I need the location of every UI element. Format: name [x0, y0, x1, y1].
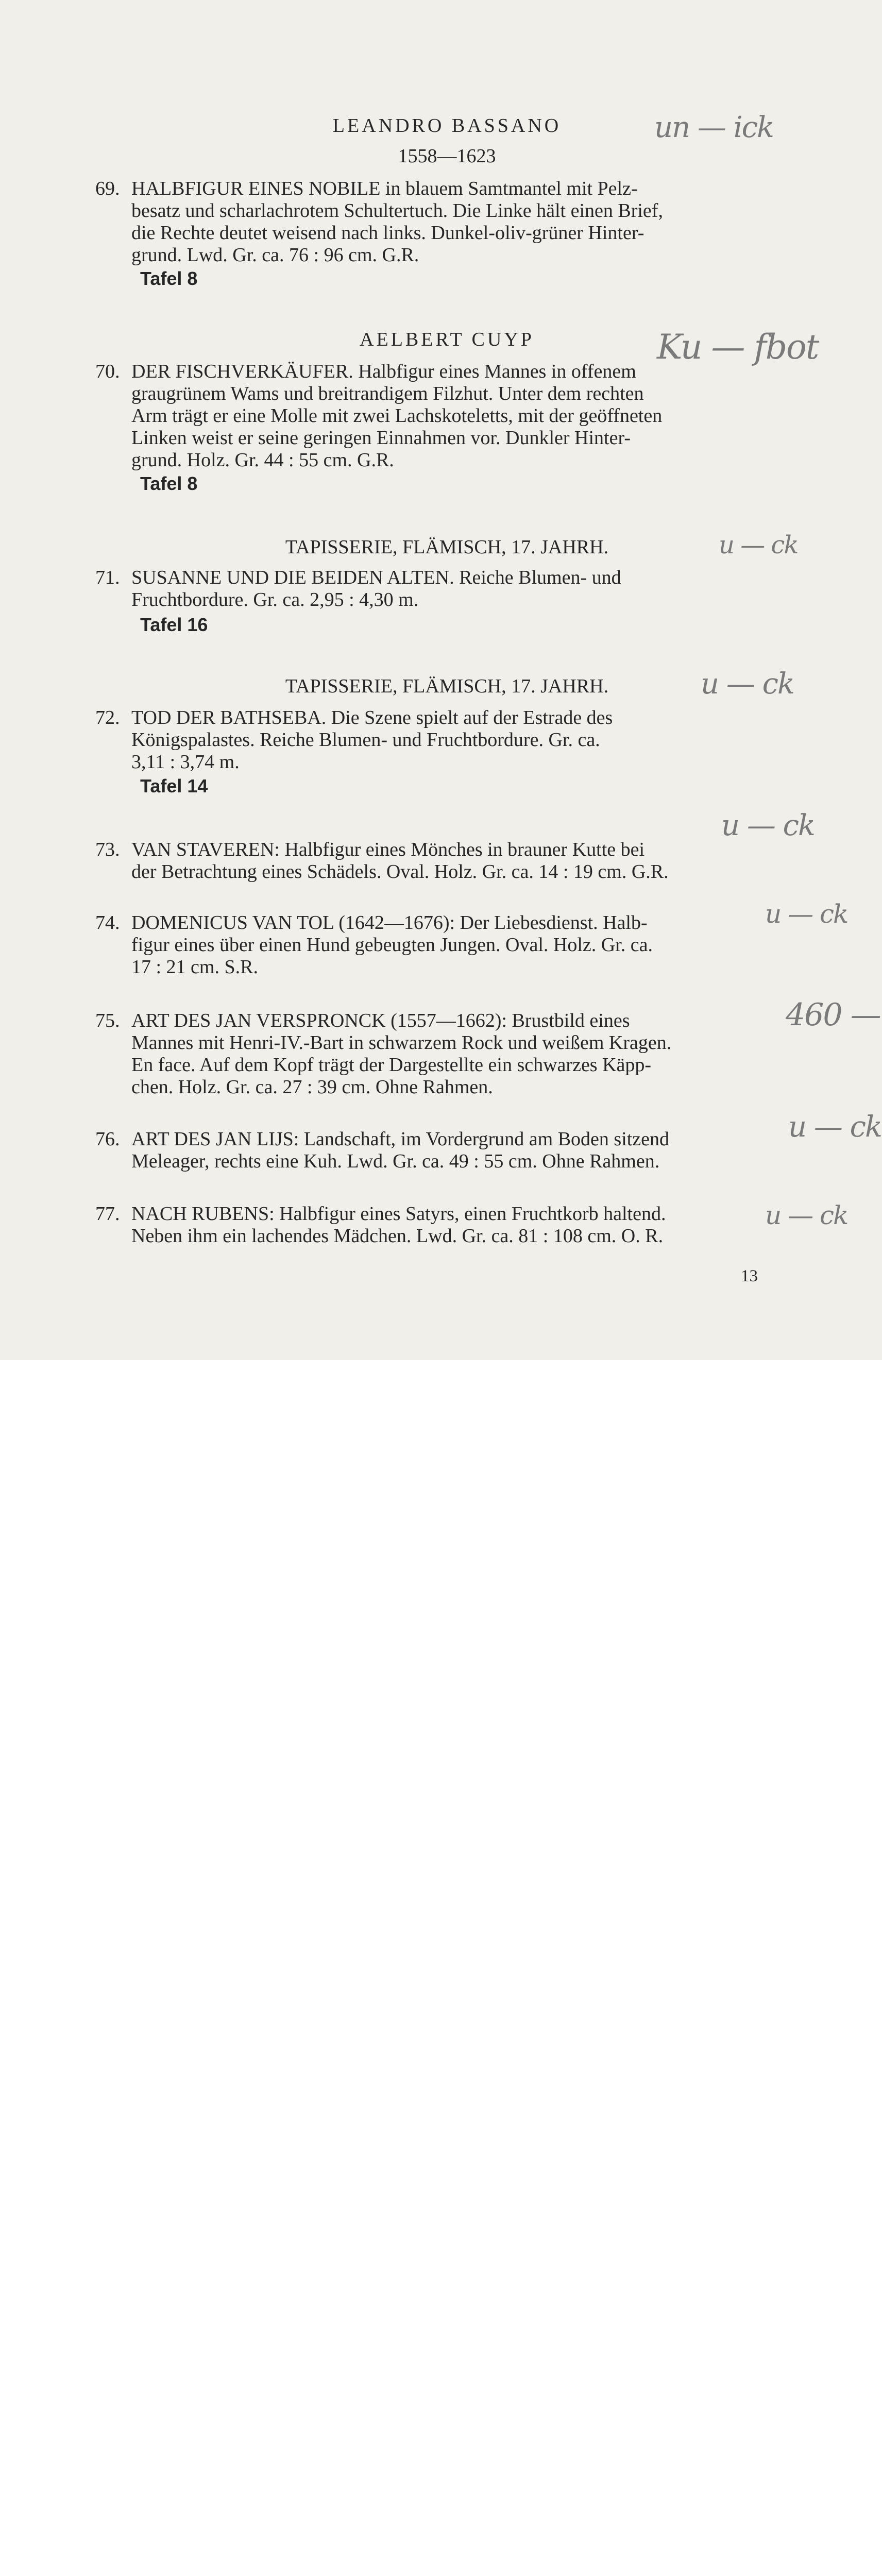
entry-72-line: TOD DER BATHSEBA. Die Szene spielt auf der Estrade des: [131, 707, 613, 728]
entry-74-line: DOMENICUS VAN TOL (1642—1676): Der Liebesdienst. Halb-: [131, 912, 648, 934]
section-heading-tapisserie: TAPISSERIE, FLÄMISCH, 17. JAHRH.: [285, 536, 609, 558]
section-heading-tapisserie: TAPISSERIE, FLÄMISCH, 17. JAHRH.: [285, 675, 609, 697]
entry-number: 73.: [95, 839, 120, 860]
handwritten-annotation: u — ck: [788, 1110, 881, 1144]
entry-70-line: Linken weist er seine geringen Einnahmen vor. Dunkler Hinter-: [131, 427, 631, 449]
entry-77-line: Neben ihm ein lachendes Mädchen. Lwd. Gr. ca. 81 : 108 cm. O. R.: [131, 1225, 664, 1247]
entry-73-line: VAN STAVEREN: Halbfigur eines Mönches in brauner Kutte bei: [131, 839, 645, 860]
entry-69-line: HALBFIGUR EINES NOBILE in blauem Samtmantel mit Pelz-: [131, 178, 638, 199]
handwritten-annotation: u — ck: [721, 809, 815, 842]
plate-reference: Tafel 14: [140, 775, 208, 796]
handwritten-annotation: un — ick: [654, 111, 773, 144]
entry-70-line: grund. Holz. Gr. 44 : 55 cm. G.R.: [131, 449, 394, 471]
entry-73-line: der Betrachtung eines Schädels. Oval. Holz. Gr. ca. 14 : 19 cm. G.R.: [131, 861, 669, 883]
entry-75-line: En face. Auf dem Kopf trägt der Dargestellte ein schwarzes Käpp-: [131, 1054, 652, 1076]
entry-74-line: 17 : 21 cm. S.R.: [131, 956, 258, 978]
entry-76-line: ART DES JAN LIJS: Landschaft, im Vordergrund am Boden sitzend: [131, 1128, 670, 1150]
entry-71-line: Fruchtbordure. Gr. ca. 2,95 : 4,30 m.: [131, 589, 419, 611]
footer-bar: [0, 1360, 882, 1433]
entry-72-line: Königspalastes. Reiche Blumen- und Fruchtbordure. Gr. ca.: [131, 729, 600, 751]
entry-72-line: 3,11 : 3,74 m.: [131, 751, 240, 773]
handwritten-annotation: Ku — fbot: [657, 327, 819, 367]
handwritten-annotation: u — ck: [765, 1200, 848, 1230]
entry-number: 71.: [95, 567, 120, 588]
entry-76-line: Meleager, rechts eine Kuh. Lwd. Gr. ca. 49 : 55 cm. Ohne Rahmen.: [131, 1150, 660, 1172]
entry-number: 70.: [95, 361, 120, 382]
entry-71-line: SUSANNE UND DIE BEIDEN ALTEN. Reiche Blumen- und: [131, 567, 621, 588]
entry-number: 76.: [95, 1128, 120, 1150]
entry-70-line: Arm trägt er eine Molle mit zwei Lachskoteletts, mit der geöffneten: [131, 405, 663, 427]
entry-number: 77.: [95, 1203, 120, 1225]
entry-number: 75.: [95, 1010, 120, 1031]
entry-70-line: DER FISCHVERKÄUFER. Halbfigur eines Mannes in offenem: [131, 361, 636, 382]
entry-75-line: Mannes mit Henri-IV.-Bart in schwarzem Rock und weißem Kragen.: [131, 1032, 672, 1054]
entry-70-line: graugrünem Wams und breitrandigem Filzhut. Unter dem rechten: [131, 383, 644, 404]
entry-number: 74.: [95, 912, 120, 934]
handwritten-annotation: u — ck: [765, 899, 848, 929]
entry-69-line: grund. Lwd. Gr. ca. 76 : 96 cm. G.R.: [131, 244, 419, 266]
section-heading-bassano: LEANDRO BASSANO: [332, 115, 562, 137]
entry-77-line: NACH RUBENS: Halbfigur eines Satyrs, einen Fruchtkorb haltend.: [131, 1203, 666, 1225]
entry-69-line: die Rechte deutet weisend nach links. Dunkel-oliv-grüner Hinter-: [131, 222, 644, 244]
handwritten-annotation: 460 —: [786, 997, 880, 1033]
plate-reference: Tafel 8: [140, 268, 198, 289]
entry-number: 72.: [95, 707, 120, 728]
artist-dates: 1558—1623: [398, 145, 496, 167]
page-number: 13: [741, 1267, 758, 1285]
entry-75-line: ART DES JAN VERSPRONCK (1557—1662): Brustbild eines: [131, 1010, 630, 1031]
section-heading-cuyp: AELBERT CUYP: [360, 329, 534, 350]
handwritten-annotation: u — ck: [701, 667, 794, 701]
entry-69-line: besatz und scharlachrotem Schultertuch. Die Linke hält einen Brief,: [131, 200, 663, 222]
entry-75-line: chen. Holz. Gr. ca. 27 : 39 cm. Ohne Rahmen.: [131, 1076, 493, 1098]
plate-reference: Tafel 16: [140, 614, 208, 635]
handwritten-annotation: u — ck: [719, 531, 798, 560]
plate-reference: Tafel 8: [140, 473, 198, 494]
entry-number: 69.: [95, 178, 120, 199]
entry-74-line: figur eines über einen Hund gebeugten Jungen. Oval. Holz. Gr. ca.: [131, 934, 653, 956]
